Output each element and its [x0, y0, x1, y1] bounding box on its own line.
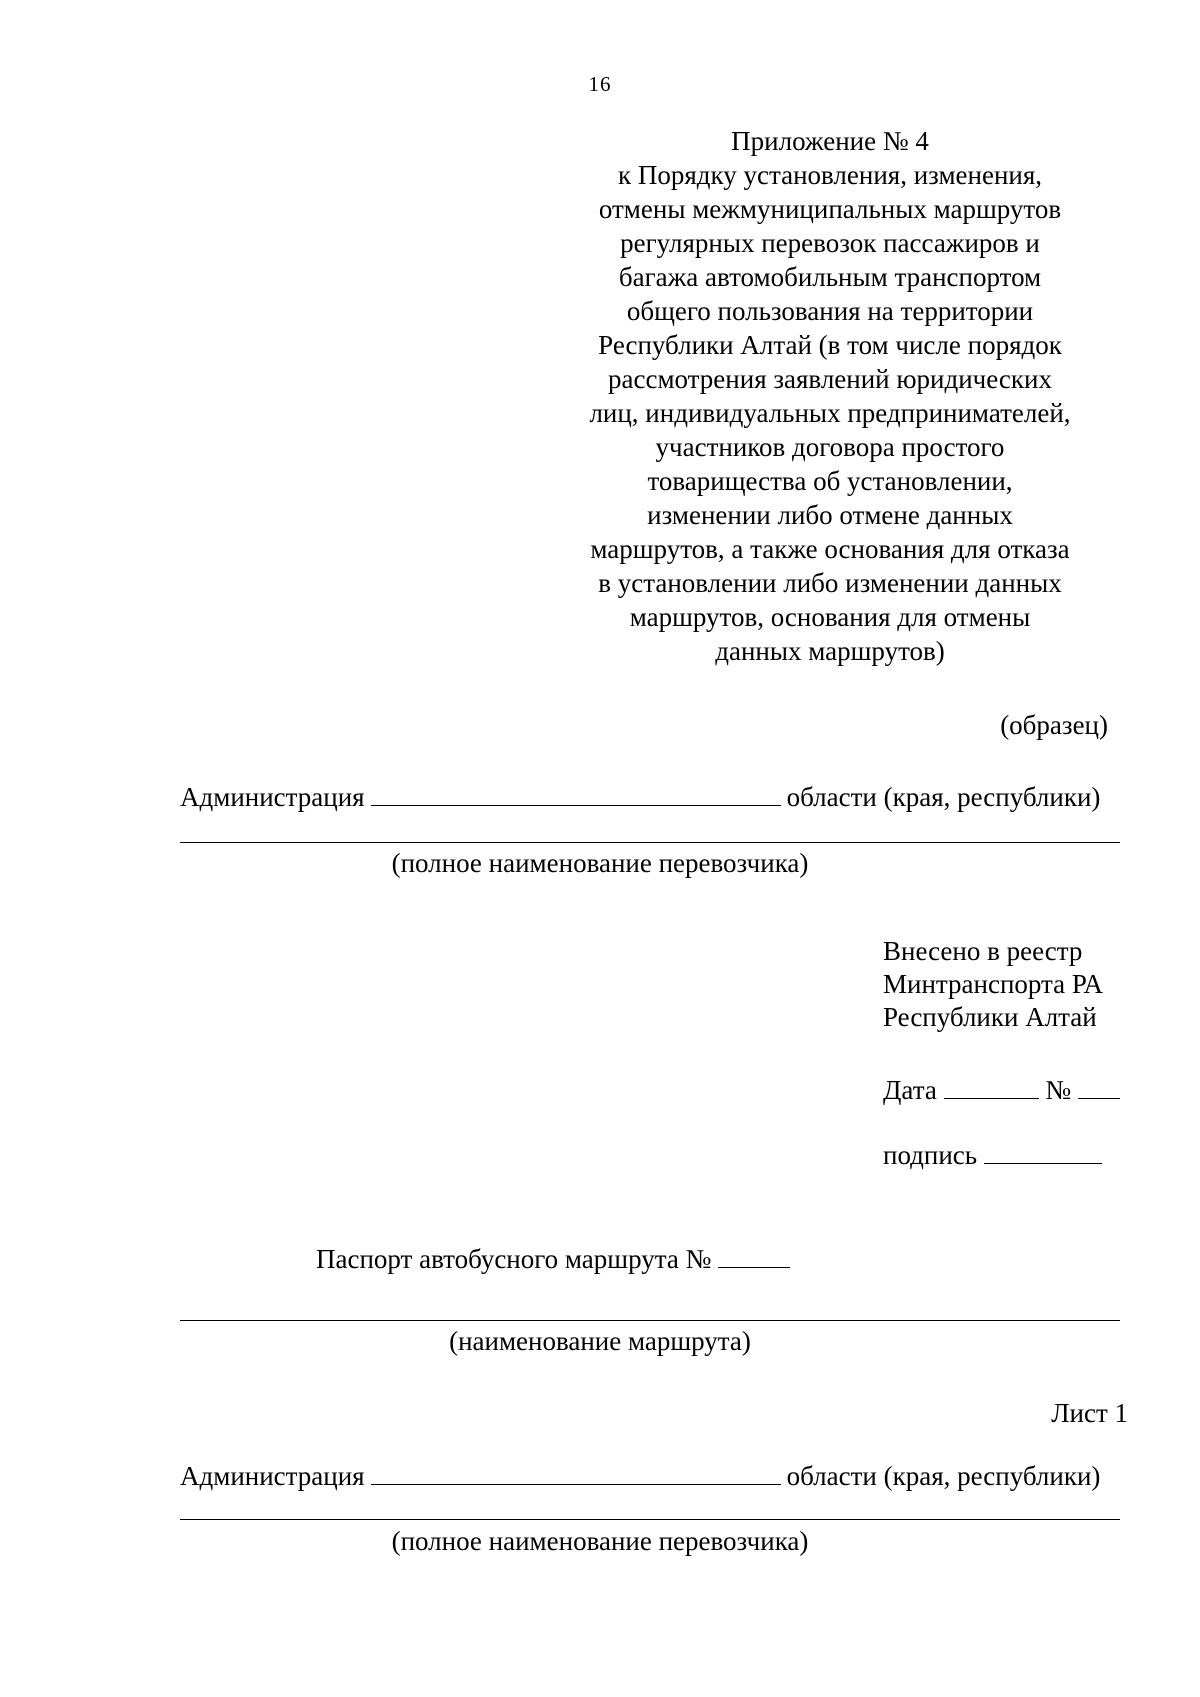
admin-prefix: Администрация [180, 782, 365, 812]
carrier-name-line[interactable] [180, 842, 1120, 843]
appendix-line: в установлении либо изменении данных [598, 568, 1062, 598]
appendix-line: товарищества об установлении, [647, 466, 1013, 496]
route-name-caption: (наименование маршрута) [449, 1326, 751, 1356]
carrier-name-line[interactable] [180, 1519, 1120, 1520]
appendix-line: маршрутов, а также основания для отказа [590, 534, 1070, 564]
number-blank-field[interactable] [1078, 1076, 1120, 1099]
registry-line: Минтранспорта РА [883, 969, 1103, 999]
number-label: № [1045, 1075, 1072, 1105]
appendix-line: к Порядку установления, изменения, [617, 160, 1043, 190]
admin-suffix: области (края, республики) [786, 782, 1101, 812]
region-blank-field[interactable] [371, 1462, 781, 1485]
appendix-line: участников договора простого [655, 432, 1005, 462]
admin-prefix: Администрация [180, 1461, 365, 1491]
passport-number-blank-field[interactable] [718, 1245, 790, 1268]
appendix-line: рассмотрения заявлений юридических [608, 364, 1052, 394]
appendix-line: маршрутов, основания для отмены [629, 602, 1031, 632]
registry-line: Внесено в реестр [883, 936, 1083, 966]
date-row [883, 1075, 1120, 1106]
admin-row-top [180, 782, 1120, 813]
signature-label: подпись [883, 1140, 978, 1170]
passport-title-row [316, 1244, 790, 1275]
sheet-label: Лист 1 [1051, 1398, 1128, 1428]
route-name-line[interactable] [180, 1320, 1120, 1321]
appendix-line: изменении либо отмене данных [647, 500, 1013, 530]
appendix-line: Республики Алтай (в том числе порядок [598, 330, 1062, 360]
appendix-line: багажа автомобильным транспортом [618, 262, 1042, 292]
signature-row [883, 1140, 1102, 1171]
sample-label: (образец) [1000, 710, 1108, 740]
appendix-line: лиц, индивидуальных предпринимателей, [589, 398, 1071, 428]
appendix-line: общего пользования на территории [626, 296, 1034, 326]
appendix-line: данных маршрутов) [715, 636, 945, 666]
appendix-line: отмены межмуниципальных маршрутов [598, 194, 1062, 224]
page-number: 16 [588, 72, 612, 96]
admin-suffix: области (края, республики) [786, 1461, 1101, 1491]
region-blank-field[interactable] [371, 783, 781, 806]
registry-line: Республики Алтай [883, 1002, 1097, 1032]
date-blank-field[interactable] [944, 1076, 1039, 1099]
passport-title: Паспорт автобусного маршрута № [316, 1244, 712, 1274]
registry-block [883, 935, 1103, 1034]
admin-row-bottom [180, 1461, 1120, 1492]
carrier-name-caption: (полное наименование перевозчика) [391, 848, 809, 878]
date-label: Дата [883, 1075, 937, 1105]
appendix-line: регулярных перевозок пассажиров и [620, 228, 1040, 258]
signature-blank-field[interactable] [984, 1141, 1102, 1164]
carrier-name-caption: (полное наименование перевозчика) [391, 1526, 809, 1556]
appendix-line: Приложение № 4 [731, 126, 929, 156]
appendix-header [560, 124, 1100, 668]
